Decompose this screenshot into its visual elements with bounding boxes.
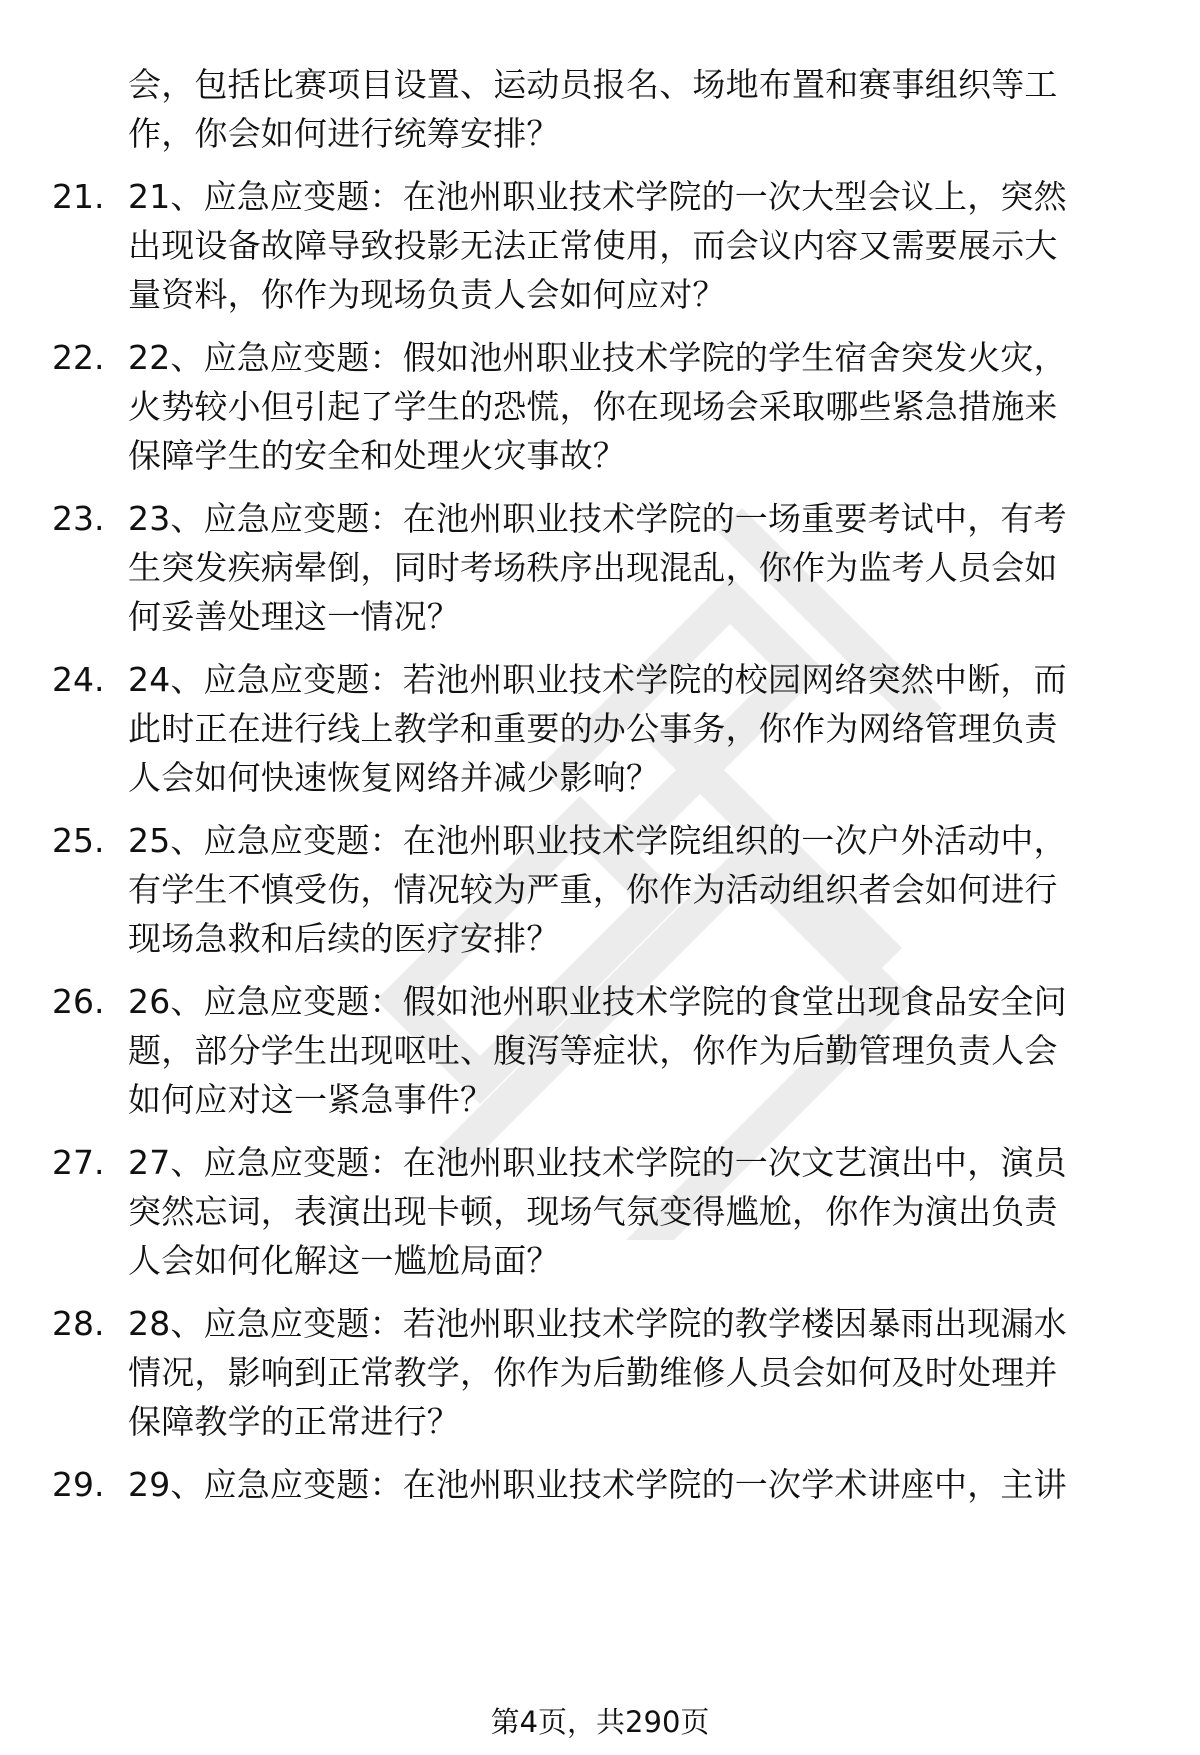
question-text [128,333,1067,480]
question-text [128,1460,1067,1509]
intro-line: 作，你会如何进行统筹安排？ [128,114,560,153]
question-line: 出现设备故障导致投影无法正常使用，而会议内容又需要展示大 [128,226,1058,265]
question-number: 29. [52,1465,105,1504]
question-text [128,172,1067,319]
question-line: 火势较小但引起了学生的恐慌，你在现场会采取哪些紧急措施来 [128,387,1058,426]
question-line: 人会如何快速恢复网络并减少影响？ [128,758,660,797]
question-line: 23、应急应变题：在池州职业技术学院的一场重要考试中，有考 [128,499,1067,538]
question-line: 突然忘词，表演出现卡顿，现场气氛变得尴尬，你作为演出负责 [128,1192,1058,1231]
question-number: 25. [52,821,105,860]
question-line: 如何应对这一紧急事件？ [128,1080,494,1119]
intro-line: 会，包括比赛项目设置、运动员报名、场地布置和赛事组织等工 [128,65,1058,104]
question-line: 保障学生的安全和处理火灾事故？ [128,436,626,475]
question-number: 22. [52,338,105,377]
question-number: 28. [52,1304,105,1343]
question-text [128,977,1067,1124]
page-number-footer: 第4页，共290页 [490,1705,710,1739]
question-text [128,494,1067,641]
question-text [128,1138,1067,1285]
question-text [128,1299,1067,1446]
question-line: 人会如何化解这一尴尬局面？ [128,1241,560,1280]
question-line: 此时正在进行线上教学和重要的办公事务，你作为网络管理负责 [128,709,1058,748]
question-line: 25、应急应变题：在池州职业技术学院组织的一次户外活动中， [128,821,1067,860]
question-text [128,655,1067,802]
question-line: 有学生不慎受伤，情况较为严重，你作为活动组织者会如何进行 [128,870,1058,909]
question-line: 生突发疾病晕倒，同时考场秩序出现混乱，你作为监考人员会如 [128,548,1058,587]
question-line: 情况，影响到正常教学，你作为后勤维修人员会如何及时处理并 [128,1353,1058,1392]
question-line: 21、应急应变题：在池州职业技术学院的一次大型会议上，突然 [128,177,1067,216]
question-number: 26. [52,982,105,1021]
question-number: 21. [52,177,105,216]
question-line: 27、应急应变题：在池州职业技术学院的一次文艺演出中，演员 [128,1143,1067,1182]
question-number: 27. [52,1143,105,1182]
question-line: 22、应急应变题：假如池州职业技术学院的学生宿舍突发火灾， [128,338,1067,377]
question-line: 28、应急应变题：若池州职业技术学院的教学楼因暴雨出现漏水 [128,1304,1067,1343]
question-line: 题，部分学生出现呕吐、腹泻等症状，你作为后勤管理负责人会 [128,1031,1058,1070]
question-line: 量资料，你作为现场负责人会如何应对？ [128,275,726,314]
question-line: 26、应急应变题：假如池州职业技术学院的食堂出现食品安全问 [128,982,1067,1021]
question-line: 29、应急应变题：在池州职业技术学院的一次学术讲座中，主讲 [128,1465,1067,1504]
question-line: 何妥善处理这一情况？ [128,597,460,636]
question-number: 23. [52,499,105,538]
question-number: 24. [52,660,105,699]
question-text [128,816,1067,963]
intro-paragraph [128,60,1058,158]
question-line: 现场急救和后续的医疗安排？ [128,919,560,958]
question-line: 24、应急应变题：若池州职业技术学院的校园网络突然中断，而 [128,660,1067,699]
question-line: 保障教学的正常进行？ [128,1402,460,1441]
